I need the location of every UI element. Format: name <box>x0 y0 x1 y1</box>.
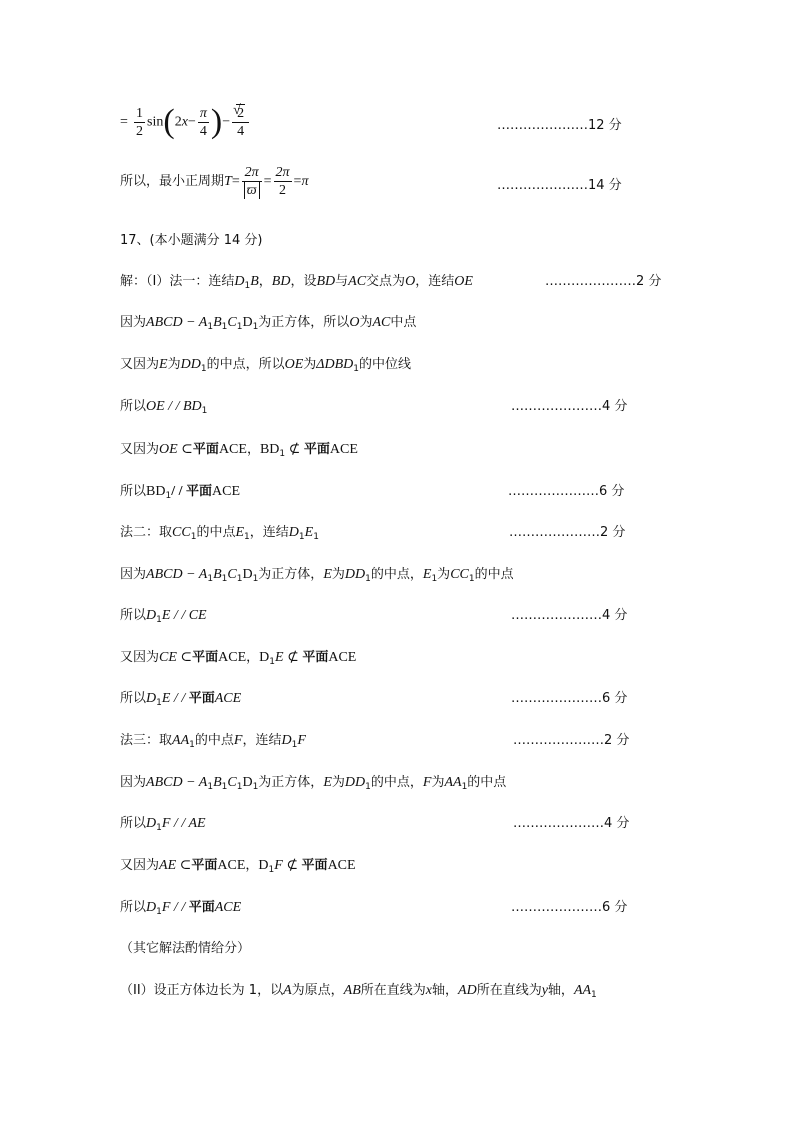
left-paren: ( <box>163 103 175 140</box>
score-6b: …………………6 分 <box>511 691 628 706</box>
conclusion-1: 所以$BD_1/$ / 平面ACE <box>120 484 240 501</box>
solution-method-3-line: 法三：取$AA_1$的中点F，连结$D_1F$ <box>120 733 306 750</box>
score-2c: …………………2 分 <box>513 733 630 748</box>
subset-statement-1: 又因为OE ⊂平面ACE，$BD_1$ ⊄ 平面ACE <box>120 442 358 459</box>
fraction-sqrt2-over-4: √ $\frac{2}{4}$ <box>232 104 249 140</box>
score-4c: …………………4 分 <box>513 816 630 831</box>
question-17-header: 17、(本小题满分 14 分) <box>120 233 263 248</box>
sin-function: sin <box>147 114 164 130</box>
parallel-d1e-ce: 所以$D_1E$ / / CE <box>120 608 207 625</box>
score-6c: …………………6 分 <box>511 900 628 915</box>
subset-statement-2: 又因为CE ⊂平面ACE，$D_1E$ ⊄ 平面ACE <box>120 650 357 667</box>
cube-statement-1: 因为ABCD − $A_1B_1C_1D_1$为正方体，所以O为AC中点 <box>120 315 417 332</box>
score-4: …………………4 分 <box>511 399 628 414</box>
subset-statement-3: 又因为AE ⊂平面ACE，$D_1F$ ⊄ 平面ACE <box>120 858 356 875</box>
fraction-half: $\frac{1}{2}$ <box>136 105 144 139</box>
part-2-setup: （II）设正方体边长为 1，以A为原点，AB所在直线为x轴，AD所在直线为y轴，$AA_1$ <box>120 983 597 1000</box>
score-12: …………………12 分 <box>497 118 622 133</box>
score-6: …………………6 分 <box>508 484 625 499</box>
cube-statement-2: 因为ABCD − $A_1B_1C_1D_1$为正方体，E为$DD_1$的中点，$E_1$为$CC_1$的中点 <box>120 567 514 584</box>
solution-method-2-line: 法二：取$CC_1$的中点$E_1$，连结$D_1E_1$ <box>120 525 319 542</box>
other-methods-note: （其它解法酌情给分） <box>120 941 251 956</box>
fraction-2pi-over-omega: $\frac{2\pi}{ϖ}$ <box>242 164 262 199</box>
fraction-2pi-over-2: $\frac{2\pi}{2}$ <box>275 165 290 198</box>
cube-statement-3: 因为ABCD − $A_1B_1C_1D_1$为正方体，E为$DD_1$的中点，F为$AA_1$的中点 <box>120 775 507 792</box>
right-paren: ) <box>210 103 223 140</box>
score-2: …………………2 分 <box>545 274 662 289</box>
solution-method-1-line: 解：（I）法一：连结$D_1B$，BD，设BD与AC交点为O，连结OE <box>120 274 473 291</box>
conclusion-3: 所以$D_1F$ / / 平面ACE <box>120 900 242 917</box>
midline-statement: 又因为E为$DD_1$的中点，所以OE为$\Delta DBD_1$的中位线 <box>120 357 412 374</box>
score-14: …………………14 分 <box>497 178 622 193</box>
parallel-oe-bd1: 所以OE / / $BD_1$ <box>120 399 208 416</box>
fraction-pi-over-4: $\frac{\pi}{4}$ <box>199 105 207 139</box>
score-4b: …………………4 分 <box>511 608 628 623</box>
conclusion-2: 所以$D_1E$ / / 平面ACE <box>120 691 242 708</box>
equals-sign: = <box>120 114 128 130</box>
parallel-d1f-ae: 所以$D_1F$ / / AE <box>120 816 206 833</box>
score-2b: …………………2 分 <box>509 525 626 540</box>
formula-line-1: = $\frac{1}{2}$ sin(2x− $\frac{\pi}{4}$ )− √ $\frac{2}{4}$ <box>120 104 251 140</box>
formula-line-2: 所以，最小正周期T= $\frac{2\pi}{ϖ}$ = $\frac{2\pi}{2}$ =π <box>120 165 309 198</box>
